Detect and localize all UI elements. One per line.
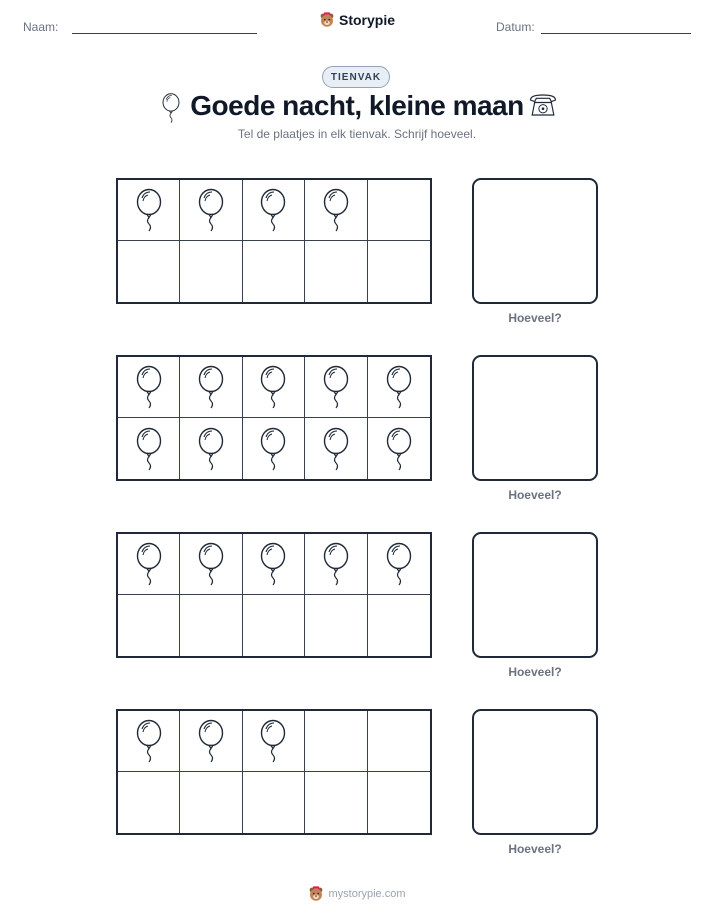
balloon-icon [134,541,164,587]
ten-frame-cell [305,241,367,302]
balloon-icon [321,426,351,472]
ten-frame-cell [243,711,305,772]
balloon-icon [196,718,226,764]
brand-logo [0,12,714,33]
name-label: Naam: [23,20,59,34]
instructions: Tel de plaatjes in elk tienvak. Schrijf hoeveel. [237,127,477,141]
balloon-icon [196,364,226,410]
ten-frame-cell [180,357,242,418]
bear-mascot-icon [319,12,335,28]
balloon-icon [258,541,288,587]
ten-frame-cell [305,772,367,833]
ten-frame-cell [305,711,367,772]
ten-frame-cell [243,180,305,241]
ten-frame-cell [118,772,180,833]
footer-url[interactable]: mystorypie.com [328,888,406,900]
worksheet-type-badge: TIENVAK [322,66,390,88]
ten-frame-cell [305,357,367,418]
ten-frame-cell [243,241,305,302]
footer [0,886,714,905]
answer-label: Hoeveel? [508,665,562,679]
balloon-icon [321,364,351,410]
title-row [0,88,714,128]
answer-box[interactable] [472,355,598,481]
ten-frame-cell [180,241,242,302]
balloon-icon [384,426,414,472]
ten-frame-cell [243,357,305,418]
ten-frame-cell [180,418,242,479]
ten-frame-cell [368,772,430,833]
ten-frame-cell [118,357,180,418]
ten-frame-cell [243,772,305,833]
telephone-icon [528,92,558,118]
date-line[interactable] [541,33,691,34]
answer-label: Hoeveel? [508,488,562,502]
ten-frame-cell [118,180,180,241]
ten-frame [116,709,432,835]
bear-mascot-icon [308,886,324,902]
ten-frame-cell [180,772,242,833]
ten-frame-cell [368,241,430,302]
ten-frame-cell [118,241,180,302]
answer-box[interactable] [472,709,598,835]
ten-frame-cell [368,357,430,418]
ten-frame-cell [180,711,242,772]
balloon-icon [258,364,288,410]
ten-frame-cell [368,418,430,479]
ten-frame-cell [180,534,242,595]
balloon-icon [196,426,226,472]
ten-frame-cell [243,534,305,595]
balloon-icon [321,187,351,233]
ten-frame [116,178,432,304]
name-line[interactable] [72,33,257,34]
ten-frame-cell [118,595,180,656]
balloon-icon [196,187,226,233]
answer-box[interactable] [472,532,598,658]
balloon-icon [258,426,288,472]
ten-frame [116,355,432,481]
ten-frame-cell [368,595,430,656]
ten-frame-cell [118,711,180,772]
ten-frame-cell [305,418,367,479]
ten-frame-cell [305,180,367,241]
ten-frame-cell [305,534,367,595]
balloon-icon [321,541,351,587]
date-label: Datum: [496,20,535,34]
answer-box[interactable] [472,178,598,304]
balloon-icon [134,364,164,410]
balloon-icon [196,541,226,587]
ten-frame [116,532,432,658]
balloon-icon [384,541,414,587]
ten-frame-cell [180,595,242,656]
ten-frame-cell [368,534,430,595]
ten-frame-cell [243,418,305,479]
ten-frame-cell [243,595,305,656]
balloon-icon [134,718,164,764]
ten-frame-cell [118,418,180,479]
ten-frame-cell [180,180,242,241]
balloon-icon [134,426,164,472]
balloon-icon [258,187,288,233]
ten-frame-cell [118,534,180,595]
answer-label: Hoeveel? [508,842,562,856]
answer-label: Hoeveel? [508,311,562,325]
brand-name: Storypie [338,12,395,28]
ten-frame-cell [305,595,367,656]
page-title: Goede nacht, kleine maan [190,90,524,121]
balloon-icon [384,364,414,410]
ten-frame-cell [368,711,430,772]
balloon-icon [134,187,164,233]
ten-frame-cell [368,180,430,241]
balloon-icon [258,718,288,764]
